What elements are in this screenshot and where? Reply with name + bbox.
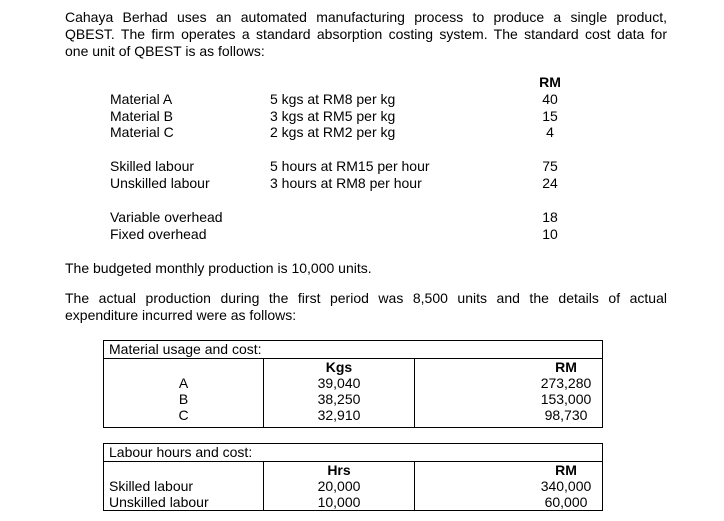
labour-label-cell xyxy=(104,462,264,511)
material-b-basis: 3 kgs at RM5 per kg xyxy=(270,108,396,124)
labour-hrs-value: 20,000 xyxy=(317,478,361,494)
skilled-labour-basis: 5 hours at RM15 per hour xyxy=(270,158,430,174)
material-rm-value: 153,000 xyxy=(540,391,592,407)
material-c-basis: 2 kgs at RM2 per kg xyxy=(270,124,396,140)
intro-paragraph xyxy=(65,9,667,60)
material-rm-value: 98,730 xyxy=(544,407,588,423)
material-label-cell xyxy=(104,359,264,428)
labour-hrs-value: 10,000 xyxy=(317,494,361,510)
unskilled-labour-basis: 3 hours at RM8 per hour xyxy=(270,175,422,191)
material-kgs-value: 39,040 xyxy=(317,375,361,391)
unskilled-labour-rm: 24 xyxy=(542,175,558,191)
material-kgs-value: 38,250 xyxy=(317,391,361,407)
material-usage-table xyxy=(103,340,603,428)
budgeted-production-text: The budgeted monthly production is 10,000 units. xyxy=(65,260,372,276)
rm-column-header: RM xyxy=(539,74,561,90)
skilled-labour-label: Skilled labour xyxy=(110,158,195,174)
actual-line: expenditure incurred were as follows: xyxy=(65,307,297,323)
labour-hours-table xyxy=(103,443,603,511)
labour-rm-cell xyxy=(415,462,603,511)
material-rm-cell xyxy=(415,359,603,428)
material-b-rm: 15 xyxy=(542,108,558,124)
material-b-label: Material B xyxy=(110,108,174,124)
kgs-header: Kgs xyxy=(325,359,353,375)
actual-line: The actual production during the first period was 8,500 units and the details of actual xyxy=(65,290,667,306)
labour-row-label: Skilled labour xyxy=(109,478,194,494)
material-row-label: A xyxy=(178,375,189,391)
rm-header: RM xyxy=(555,359,577,375)
variable-overhead-label: Variable overhead xyxy=(110,209,223,225)
intro-line: QBEST. The firm operates a standard absorption costing system. The standard cost data for xyxy=(65,26,667,42)
labour-hrs-cell xyxy=(264,462,415,511)
material-row-label: B xyxy=(178,391,189,407)
material-table-caption: Material usage and cost: xyxy=(104,341,603,359)
material-a-rm: 40 xyxy=(542,91,558,107)
fixed-overhead-rm: 10 xyxy=(542,226,558,242)
labour-table-caption: Labour hours and cost: xyxy=(104,444,603,462)
variable-overhead-rm: 18 xyxy=(542,209,558,225)
unskilled-labour-label: Unskilled labour xyxy=(110,175,210,191)
labour-row-label: Unskilled labour xyxy=(109,494,209,510)
material-kgs-value: 32,910 xyxy=(317,407,361,423)
material-row-label: C xyxy=(178,407,189,423)
actual-production-paragraph xyxy=(65,290,667,324)
fixed-overhead-label: Fixed overhead xyxy=(110,226,207,242)
material-c-label: Material C xyxy=(110,124,174,140)
material-rm-value: 273,280 xyxy=(540,375,592,391)
rm-header: RM xyxy=(555,462,577,478)
material-a-basis: 5 kgs at RM8 per kg xyxy=(270,91,396,107)
labour-rm-value: 340,000 xyxy=(540,478,592,494)
material-a-label: Material A xyxy=(110,91,173,107)
hrs-header: Hrs xyxy=(327,462,351,478)
skilled-labour-rm: 75 xyxy=(542,158,558,174)
intro-line: Cahaya Berhad uses an automated manufacturing process to produce a single product, xyxy=(65,9,667,25)
intro-line: one unit of QBEST is as follows: xyxy=(65,43,265,59)
material-kgs-cell xyxy=(264,359,415,428)
labour-rm-value: 60,000 xyxy=(544,494,588,510)
material-c-rm: 4 xyxy=(546,124,554,140)
